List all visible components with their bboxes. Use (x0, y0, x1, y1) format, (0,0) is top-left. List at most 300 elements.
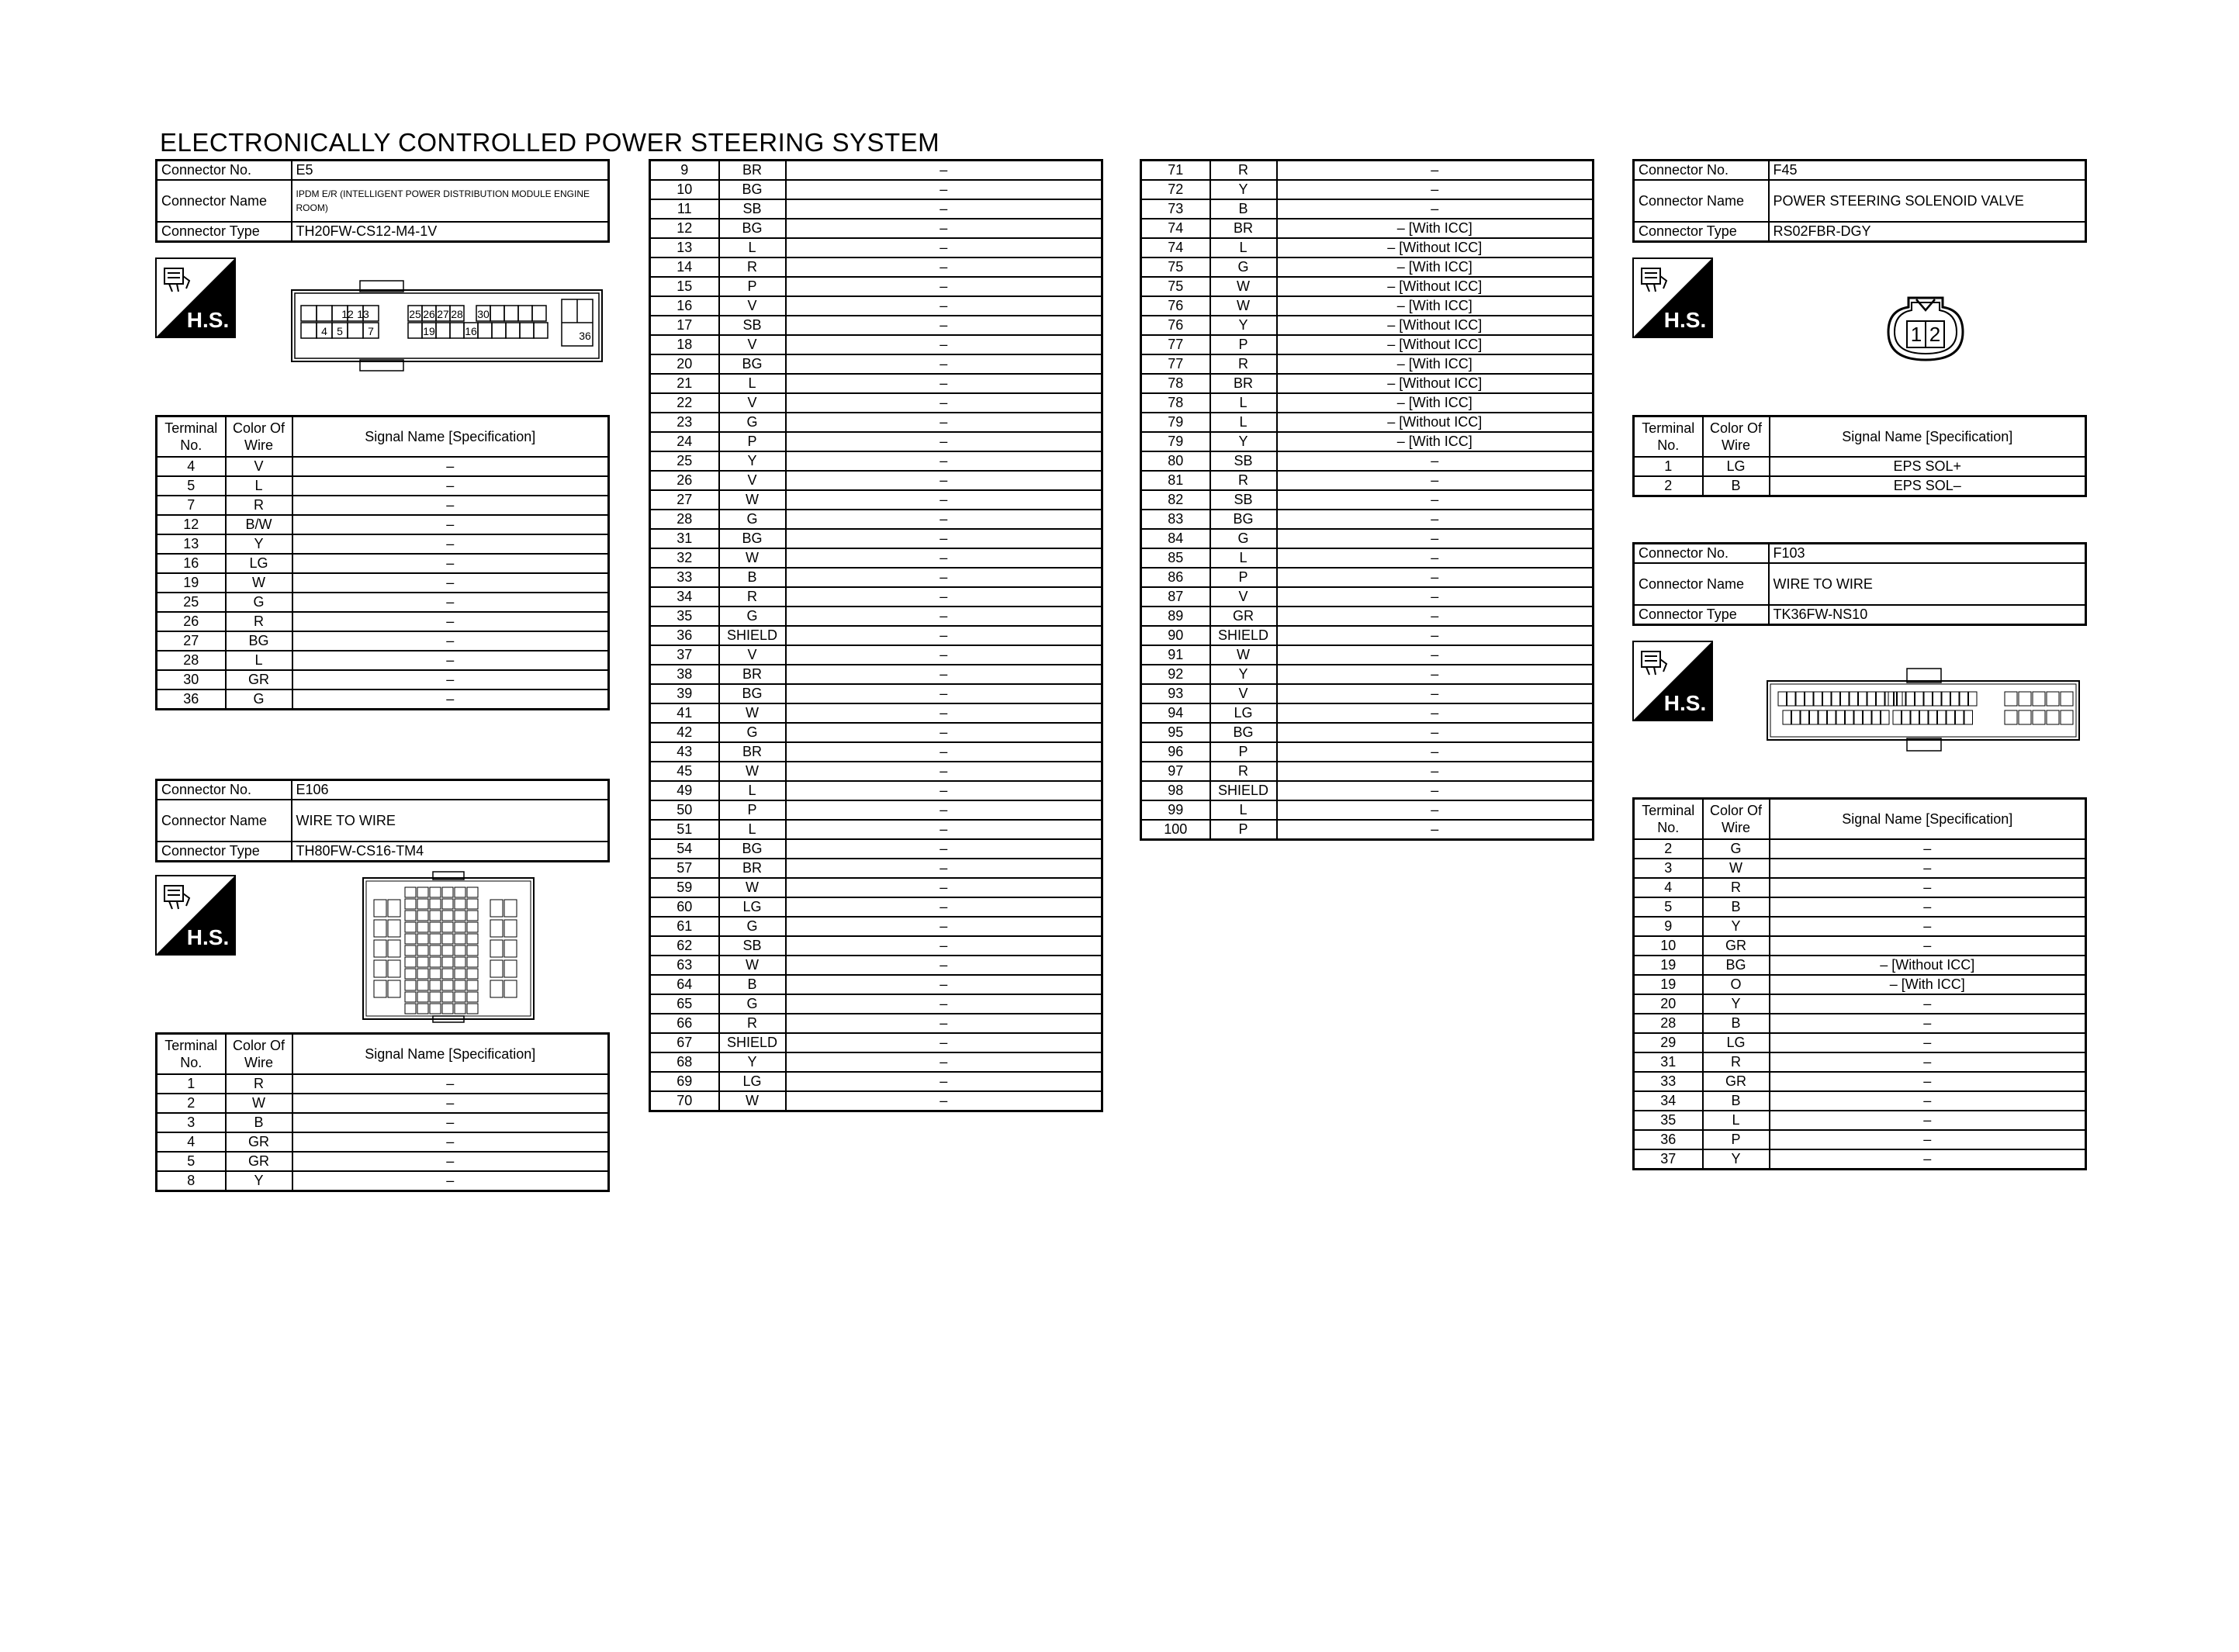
hs-harness-side-icon (1632, 641, 1713, 721)
terminal-no-cell: 36 (1634, 1130, 1703, 1149)
wire-color-cell: BG (719, 684, 786, 703)
wire-color-cell: R (719, 587, 786, 607)
terminal-no-cell: 99 (1141, 800, 1210, 820)
wire-color-cell: LG (1210, 703, 1277, 723)
signal-name-cell: EPS SOL– (1770, 476, 2086, 496)
terminal-no-cell: 17 (650, 316, 719, 335)
wire-color-cell: L (1703, 1111, 1770, 1130)
wire-color-cell: R (1210, 161, 1277, 181)
table-row (157, 689, 609, 710)
table-row (1634, 1052, 2086, 1072)
signal-name-cell: – (292, 612, 609, 631)
table-row (650, 994, 1102, 1014)
table-row (1634, 1111, 2086, 1130)
signal-name-cell: – (786, 994, 1102, 1014)
terminal-no-cell: 3 (1634, 859, 1703, 878)
terminal-no-cell: 77 (1141, 354, 1210, 374)
header-color-of-wire: Color Of Wire (1703, 416, 1770, 458)
table-row (157, 457, 609, 476)
terminal-no-cell: 80 (1141, 451, 1210, 471)
terminal-no-cell: 20 (1634, 994, 1703, 1014)
wire-color-cell: BG (719, 180, 786, 199)
signal-name-cell: – [With ICC] (1277, 393, 1594, 413)
wire-color-cell: SB (719, 316, 786, 335)
terminal-no-cell: 62 (650, 936, 719, 956)
svg-text:28: 28 (451, 308, 463, 320)
table-row (650, 432, 1102, 451)
wire-color-cell: BG (1210, 723, 1277, 742)
wire-color-cell: GR (226, 670, 292, 689)
table-row (650, 180, 1102, 199)
connector-no-value: E106 (292, 780, 609, 800)
table-row (650, 316, 1102, 335)
terminal-no-cell: 8 (157, 1171, 226, 1191)
signal-name-cell: – [Without ICC] (1277, 335, 1594, 354)
terminal-no-cell: 70 (650, 1091, 719, 1111)
terminal-no-cell: 84 (1141, 529, 1210, 548)
terminal-no-cell: 27 (650, 490, 719, 510)
terminal-no-cell: 19 (157, 573, 226, 593)
terminal-no-cell: 31 (650, 529, 719, 548)
terminal-no-cell: 26 (650, 471, 719, 490)
signal-name-cell: – (1277, 665, 1594, 684)
wire-color-cell: V (226, 457, 292, 476)
terminal-no-cell: 12 (157, 515, 226, 534)
signal-name-cell: – (786, 161, 1102, 181)
signal-name-cell: – (786, 645, 1102, 665)
terminal-no-cell: 90 (1141, 626, 1210, 645)
wire-color-cell: R (1210, 471, 1277, 490)
signal-name-cell: – (292, 554, 609, 573)
wire-color-cell: Y (719, 1052, 786, 1072)
signal-name-cell: – (786, 219, 1102, 238)
signal-name-cell: – (292, 476, 609, 496)
signal-name-cell: – (292, 534, 609, 554)
signal-name-cell: – (1770, 1091, 2086, 1111)
terminal-no-cell: 26 (157, 612, 226, 631)
wire-color-cell: G (226, 593, 292, 612)
signal-name-cell: – [With ICC] (1277, 257, 1594, 277)
signal-name-cell: – (786, 1033, 1102, 1052)
connector-name-value: POWER STEERING SOLENOID VALVE (1769, 180, 2086, 222)
terminal-no-cell: 24 (650, 432, 719, 451)
wire-color-cell: BG (719, 354, 786, 374)
page-title: ELECTRONICALLY CONTROLLED POWER STEERING SYSTEM (160, 128, 940, 157)
terminal-no-cell: 65 (650, 994, 719, 1014)
terminal-no-cell: 18 (650, 335, 719, 354)
wire-color-cell: L (1210, 238, 1277, 257)
terminal-no-cell: 23 (650, 413, 719, 432)
wire-color-cell: B (1703, 897, 1770, 917)
table-row (1141, 432, 1594, 451)
wire-color-cell: W (1210, 296, 1277, 316)
connector-f45-face-diagram (1885, 292, 1966, 363)
wire-color-cell: V (719, 335, 786, 354)
table-row (650, 451, 1102, 471)
signal-name-cell: – (292, 593, 609, 612)
signal-name-cell: – (786, 936, 1102, 956)
table-row (157, 651, 609, 670)
terminal-table-e106-continued (649, 159, 1103, 1112)
terminal-no-cell: 37 (650, 645, 719, 665)
terminal-no-cell: 9 (650, 161, 719, 181)
signal-name-cell: – (292, 651, 609, 670)
signal-name-cell: – [Without ICC] (1277, 374, 1594, 393)
signal-name-cell: – (786, 800, 1102, 820)
wire-color-cell: BR (719, 161, 786, 181)
svg-text:H.S.: H.S. (1663, 308, 1707, 332)
label-connector-no: Connector No. (1634, 544, 1769, 564)
terminal-no-cell: 72 (1141, 180, 1210, 199)
table-row (650, 859, 1102, 878)
signal-name-cell: – (786, 781, 1102, 800)
table-row (650, 839, 1102, 859)
table-row (157, 476, 609, 496)
terminal-no-cell: 34 (1634, 1091, 1703, 1111)
terminal-table-f45 (1632, 415, 2087, 497)
svg-text:H.S.: H.S. (186, 925, 230, 949)
terminal-no-cell: 42 (650, 723, 719, 742)
signal-name-cell: – (292, 1094, 609, 1113)
wire-color-cell: R (1703, 1052, 1770, 1072)
terminal-no-cell: 87 (1141, 587, 1210, 607)
terminal-no-cell: 27 (157, 631, 226, 651)
wire-color-cell: BR (1210, 219, 1277, 238)
wire-color-cell: V (1210, 587, 1277, 607)
wire-color-cell: R (1210, 762, 1277, 781)
connector-name-value: WIRE TO WIRE (292, 800, 609, 842)
wire-color-cell: BG (719, 219, 786, 238)
signal-name-cell: – (786, 703, 1102, 723)
label-connector-no: Connector No. (157, 161, 292, 181)
header-signal-name: Signal Name [Specification] (1770, 416, 2086, 458)
wire-color-cell: GR (1703, 936, 1770, 956)
connector-e5-face-diagram (290, 279, 608, 372)
connector-info-e5 (155, 159, 610, 243)
table-row (157, 631, 609, 651)
svg-text:26: 26 (423, 308, 435, 320)
table-row (1141, 296, 1594, 316)
signal-name-cell: – (292, 573, 609, 593)
terminal-no-cell: 50 (650, 800, 719, 820)
table-row (1141, 820, 1594, 840)
wire-color-cell: G (719, 994, 786, 1014)
signal-name-cell: – (292, 496, 609, 515)
terminal-no-cell: 79 (1141, 432, 1210, 451)
wire-color-cell: LG (719, 1072, 786, 1091)
signal-name-cell: – (292, 631, 609, 651)
table-row (1141, 742, 1594, 762)
table-row (1141, 703, 1594, 723)
terminal-no-cell: 69 (650, 1072, 719, 1091)
signal-name-cell: – (292, 457, 609, 476)
wire-color-cell: BG (226, 631, 292, 651)
wire-color-cell: GR (226, 1132, 292, 1152)
table-row (1141, 723, 1594, 742)
wire-color-cell: R (1210, 354, 1277, 374)
signal-name-cell: – [With ICC] (1277, 296, 1594, 316)
svg-text:5: 5 (337, 325, 343, 337)
signal-name-cell: – (1277, 684, 1594, 703)
signal-name-cell: – (786, 626, 1102, 645)
table-row (650, 296, 1102, 316)
signal-name-cell: – (786, 199, 1102, 219)
wire-color-cell: V (1210, 684, 1277, 703)
signal-name-cell: – [Without ICC] (1277, 238, 1594, 257)
signal-name-cell: – (786, 238, 1102, 257)
terminal-no-cell: 71 (1141, 161, 1210, 181)
table-row (650, 568, 1102, 587)
table-row (1141, 490, 1594, 510)
wire-color-cell: P (1210, 335, 1277, 354)
table-row (1141, 374, 1594, 393)
signal-name-cell: – (292, 1152, 609, 1171)
table-row (157, 1132, 609, 1152)
table-row (1141, 413, 1594, 432)
label-connector-name: Connector Name (1634, 180, 1769, 222)
terminal-no-cell: 57 (650, 859, 719, 878)
wire-color-cell: GR (226, 1152, 292, 1171)
connector-type-value: TK36FW-NS10 (1769, 605, 2086, 625)
wire-color-cell: SB (719, 199, 786, 219)
table-row (650, 917, 1102, 936)
wire-color-cell: L (226, 651, 292, 670)
wire-color-cell: V (719, 645, 786, 665)
wire-color-cell: V (719, 471, 786, 490)
table-row (1141, 238, 1594, 257)
terminal-no-cell: 78 (1141, 374, 1210, 393)
connector-type-value: TH20FW-CS12-M4-1V (292, 222, 609, 242)
label-connector-name: Connector Name (1634, 563, 1769, 605)
wire-color-cell: L (719, 820, 786, 839)
terminal-no-cell: 37 (1634, 1149, 1703, 1170)
terminal-no-cell: 81 (1141, 471, 1210, 490)
signal-name-cell: EPS SOL+ (1770, 457, 2086, 476)
signal-name-cell: – (786, 529, 1102, 548)
terminal-no-cell: 78 (1141, 393, 1210, 413)
wire-color-cell: Y (719, 451, 786, 471)
table-row (1141, 587, 1594, 607)
terminal-no-cell: 4 (1634, 878, 1703, 897)
wire-color-cell: G (1210, 529, 1277, 548)
terminal-no-cell: 22 (650, 393, 719, 413)
terminal-no-cell: 83 (1141, 510, 1210, 529)
table-row (650, 161, 1102, 181)
terminal-no-cell: 74 (1141, 238, 1210, 257)
table-row (650, 335, 1102, 354)
signal-name-cell: – (786, 335, 1102, 354)
signal-name-cell: – (1770, 1072, 2086, 1091)
wire-color-cell: V (719, 296, 786, 316)
table-row (1141, 762, 1594, 781)
terminal-no-cell: 14 (650, 257, 719, 277)
terminal-no-cell: 95 (1141, 723, 1210, 742)
table-row (1141, 277, 1594, 296)
wire-color-cell: G (1210, 257, 1277, 277)
table-row (650, 665, 1102, 684)
wire-color-cell: B (1210, 199, 1277, 219)
signal-name-cell: – (1277, 510, 1594, 529)
wire-color-cell: LG (226, 554, 292, 573)
table-row (650, 936, 1102, 956)
terminal-no-cell: 29 (1634, 1033, 1703, 1052)
signal-name-cell: – [With ICC] (1277, 432, 1594, 451)
table-row (1634, 917, 2086, 936)
terminal-no-cell: 66 (650, 1014, 719, 1033)
terminal-no-cell: 35 (1634, 1111, 1703, 1130)
terminal-no-cell: 19 (1634, 956, 1703, 975)
table-row (650, 510, 1102, 529)
signal-name-cell: – [Without ICC] (1277, 316, 1594, 335)
signal-name-cell: – (1277, 626, 1594, 645)
connector-type-value: RS02FBR-DGY (1769, 222, 2086, 242)
table-row (1141, 451, 1594, 471)
signal-name-cell: – (292, 1132, 609, 1152)
table-row (1141, 529, 1594, 548)
table-row (1141, 335, 1594, 354)
wire-color-cell: GR (1210, 607, 1277, 626)
label-connector-type: Connector Type (1634, 605, 1769, 625)
header-terminal-no: Terminal No. (157, 416, 226, 458)
table-row (157, 1094, 609, 1113)
wire-color-cell: W (1210, 645, 1277, 665)
terminal-no-cell: 41 (650, 703, 719, 723)
signal-name-cell: – (292, 1171, 609, 1191)
terminal-no-cell: 33 (1634, 1072, 1703, 1091)
wire-color-cell: L (719, 781, 786, 800)
signal-name-cell: – (1277, 762, 1594, 781)
signal-name-cell: – (786, 820, 1102, 839)
wire-color-cell: LG (719, 897, 786, 917)
terminal-no-cell: 63 (650, 956, 719, 975)
table-row (1141, 180, 1594, 199)
signal-name-cell: – (1277, 703, 1594, 723)
signal-name-cell: – [With ICC] (1277, 219, 1594, 238)
table-row (650, 354, 1102, 374)
wire-color-cell: L (1210, 800, 1277, 820)
terminal-no-cell: 49 (650, 781, 719, 800)
terminal-no-cell: 1 (1634, 457, 1703, 476)
signal-name-cell: – (1770, 917, 2086, 936)
table-row (650, 800, 1102, 820)
terminal-no-cell: 13 (157, 534, 226, 554)
signal-name-cell: – (786, 413, 1102, 432)
table-row (650, 413, 1102, 432)
wire-color-cell: Y (1210, 665, 1277, 684)
wire-color-cell: B (1703, 1091, 1770, 1111)
terminal-no-cell: 20 (650, 354, 719, 374)
signal-name-cell: – (1277, 471, 1594, 490)
signal-name-cell: – (1277, 490, 1594, 510)
wire-color-cell: B (1703, 1014, 1770, 1033)
svg-text:19: 19 (423, 325, 435, 337)
signal-name-cell: – (1277, 723, 1594, 742)
terminal-no-cell: 16 (650, 296, 719, 316)
wire-color-cell: G (719, 413, 786, 432)
header-signal-name: Signal Name [Specification] (292, 416, 609, 458)
signal-name-cell: – (786, 684, 1102, 703)
signal-name-cell: – (786, 723, 1102, 742)
wire-color-cell: W (719, 703, 786, 723)
wire-color-cell: B/W (226, 515, 292, 534)
table-row (1634, 1149, 2086, 1170)
table-row (650, 374, 1102, 393)
table-row (650, 975, 1102, 994)
wire-color-cell: B (1703, 476, 1770, 496)
table-row (650, 257, 1102, 277)
table-row (650, 393, 1102, 413)
table-row (157, 554, 609, 573)
wire-color-cell: P (719, 800, 786, 820)
terminal-no-cell: 19 (1634, 975, 1703, 994)
label-connector-type: Connector Type (157, 222, 292, 242)
wire-color-cell: SHIELD (1210, 626, 1277, 645)
signal-name-cell: – (1277, 587, 1594, 607)
wire-color-cell: R (226, 496, 292, 515)
signal-name-cell: – [Without ICC] (1770, 956, 2086, 975)
signal-name-cell: – (786, 180, 1102, 199)
terminal-no-cell: 76 (1141, 296, 1210, 316)
terminal-no-cell: 28 (1634, 1014, 1703, 1033)
wire-color-cell: W (719, 956, 786, 975)
table-row (157, 612, 609, 631)
label-connector-name: Connector Name (157, 800, 292, 842)
wire-color-cell: R (719, 257, 786, 277)
table-row (1141, 219, 1594, 238)
connector-info-f45 (1632, 159, 2087, 243)
signal-name-cell: – (786, 277, 1102, 296)
label-connector-no: Connector No. (1634, 161, 1769, 181)
wire-color-cell: SB (719, 936, 786, 956)
terminal-no-cell: 2 (1634, 476, 1703, 496)
table-row (1634, 476, 2086, 496)
table-row (1141, 568, 1594, 587)
terminal-no-cell: 33 (650, 568, 719, 587)
svg-text:25: 25 (409, 308, 421, 320)
svg-text:H.S.: H.S. (1663, 691, 1707, 715)
label-connector-type: Connector Type (157, 842, 292, 862)
table-row (1141, 645, 1594, 665)
wire-color-cell: P (719, 277, 786, 296)
table-row (1634, 936, 2086, 956)
terminal-no-cell: 25 (157, 593, 226, 612)
wire-color-cell: Y (1703, 1149, 1770, 1170)
signal-name-cell: – (292, 670, 609, 689)
table-row (1634, 1033, 2086, 1052)
terminal-no-cell: 61 (650, 917, 719, 936)
terminal-no-cell: 77 (1141, 335, 1210, 354)
signal-name-cell: – (1277, 800, 1594, 820)
connector-info-f103 (1632, 542, 2087, 626)
terminal-no-cell: 51 (650, 820, 719, 839)
signal-name-cell: – (292, 515, 609, 534)
table-row (650, 1091, 1102, 1111)
wire-color-cell: O (1703, 975, 1770, 994)
terminal-no-cell: 10 (1634, 936, 1703, 956)
signal-name-cell: – [With ICC] (1770, 975, 2086, 994)
signal-name-cell: – (786, 354, 1102, 374)
wire-color-cell: BG (1703, 956, 1770, 975)
terminal-no-cell: 30 (157, 670, 226, 689)
terminal-no-cell: 93 (1141, 684, 1210, 703)
terminal-no-cell: 64 (650, 975, 719, 994)
signal-name-cell: – (786, 1014, 1102, 1033)
signal-name-cell: – (1770, 994, 2086, 1014)
terminal-no-cell: 21 (650, 374, 719, 393)
terminal-no-cell: 11 (650, 199, 719, 219)
label-connector-no: Connector No. (157, 780, 292, 800)
wire-color-cell: Y (226, 534, 292, 554)
